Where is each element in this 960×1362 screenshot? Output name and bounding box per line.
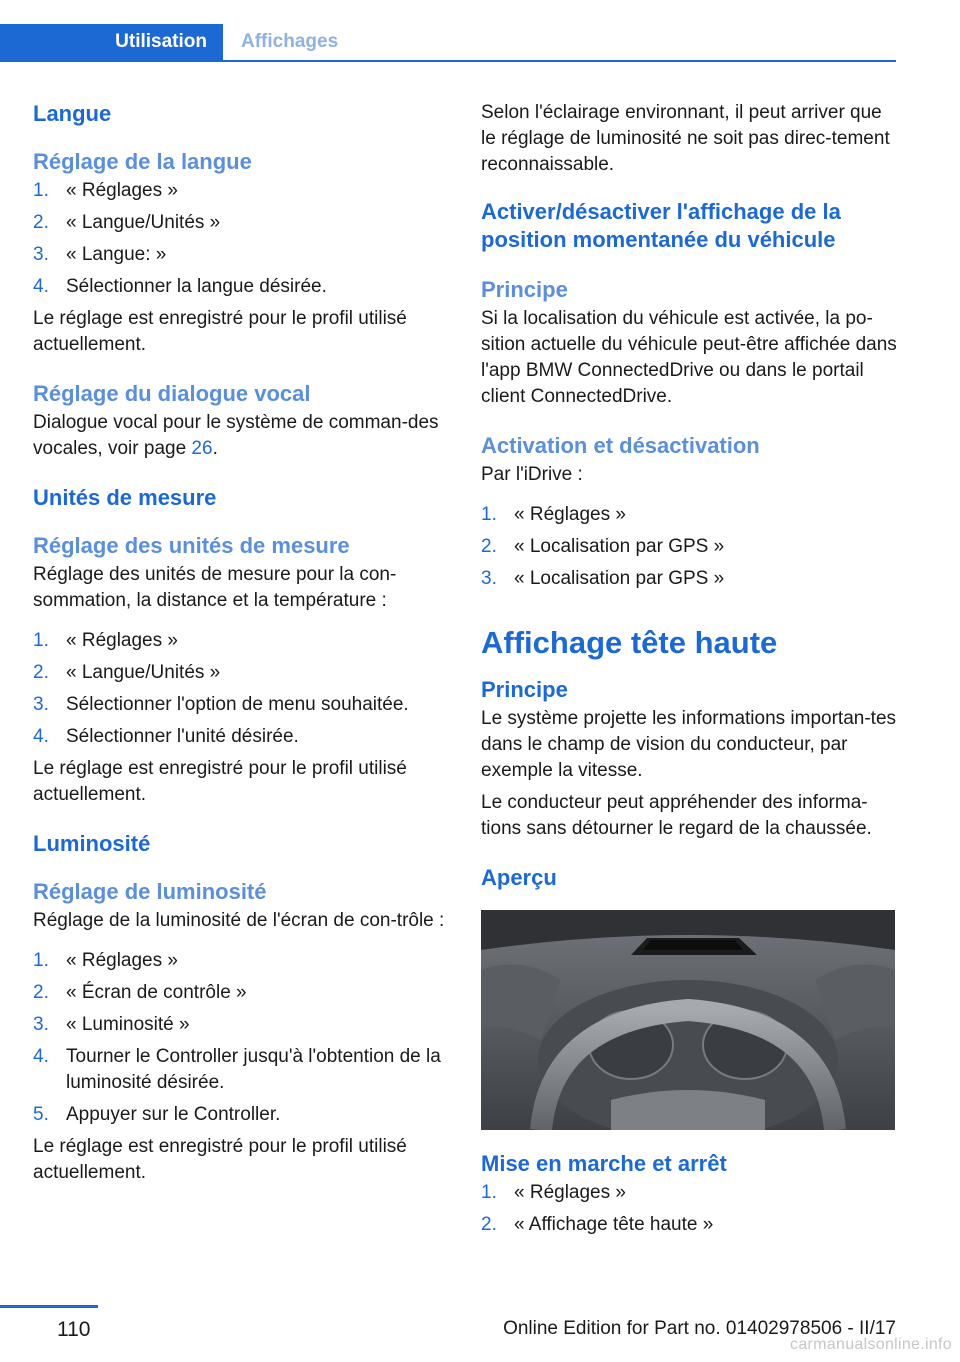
- principe-hud-text1: Le système projette les informations importan-tes dans le champ de vision du conducteur, par exemple la vitesse.: [481, 708, 897, 781]
- list-item: 2. « Écran de contrôle »: [33, 982, 247, 1003]
- steps-unites: [33, 628, 451, 750]
- list-item: 1. « Réglages »: [33, 180, 178, 201]
- activation-intro: Par l'iDrive :: [481, 464, 583, 485]
- list-item: 3. « Luminosité »: [33, 1014, 190, 1035]
- vocal-text: Dialogue vocal pour le système de comman-des vocales, voir page 26.: [33, 412, 439, 459]
- steps-hud: [481, 1180, 899, 1238]
- list-item: 1. « Réglages »: [481, 1182, 626, 1203]
- right-column: [481, 100, 899, 1244]
- list-item: 4. Sélectionner la langue désirée.: [33, 276, 327, 297]
- subtitle-activation: Activation et désactivation: [481, 433, 760, 458]
- subtitle-apercu: Aperçu: [481, 865, 557, 890]
- list-item: 4. Sélectionner l'unité désirée.: [33, 726, 299, 747]
- unites-intro: Réglage des unités de mesure pour la con-sommation, la distance et la température :: [33, 564, 397, 611]
- subtitle-unites: Réglage des unités de mesure: [33, 533, 350, 558]
- list-item: 3. « Localisation par GPS »: [481, 568, 725, 589]
- note-unites: Le réglage est enregistré pour le profil utilisé actuellement.: [33, 758, 407, 805]
- principe-hud-text2: Le conducteur peut appréhender des informa-tions sans détourner le regard de la chaussée.: [481, 792, 872, 839]
- list-item: 5. Appuyer sur le Controller.: [33, 1104, 281, 1125]
- subtitle-principe-position: Principe: [481, 277, 568, 302]
- section-title-luminosite: Luminosité: [33, 831, 151, 856]
- list-item: 2. « Langue/Unités »: [33, 212, 221, 233]
- steps-luminosite: [33, 948, 451, 1128]
- note-langue: Le réglage est enregistré pour le profil utilisé actuellement.: [33, 308, 407, 355]
- luminosite-intro: Réglage de la luminosité de l'écran de con-trôle :: [33, 910, 445, 931]
- list-item: 2. « Langue/Unités »: [33, 662, 221, 683]
- list-item: 1. « Réglages »: [481, 504, 626, 525]
- hud-dashboard-image: [481, 910, 895, 1130]
- principe-position-text: Si la localisation du véhicule est activée, la po-sition actuelle du véhicule peut-être affichée dans l'app BMW ConnectedDrive ou dans le portail client ConnectedDrive.: [481, 308, 897, 407]
- subtitle-marche-arret: Mise en marche et arrêt: [481, 1151, 727, 1176]
- header-rule: [0, 60, 896, 62]
- header-tabbar: [0, 24, 896, 62]
- list-item: 3. Sélectionner l'option de menu souhaitée.: [33, 694, 409, 715]
- note-luminosite: Le réglage est enregistré pour le profil utilisé actuellement.: [33, 1136, 407, 1183]
- list-item: 3. « Langue: »: [33, 244, 167, 265]
- footer-rule: [0, 1305, 98, 1308]
- subtitle-principe-hud: Principe: [481, 677, 568, 702]
- tab-utilisation[interactable]: Utilisation: [0, 24, 223, 60]
- subtitle-dialogue-vocal: Réglage du dialogue vocal: [33, 381, 311, 406]
- tab-affichages[interactable]: Affichages: [241, 31, 339, 52]
- section-title-langue: Langue: [33, 101, 112, 126]
- list-item: 1. « Réglages »: [33, 630, 178, 651]
- list-item: 2. « Localisation par GPS »: [481, 536, 725, 557]
- page-number: 110: [57, 1318, 91, 1341]
- list-item: 1. « Réglages »: [33, 950, 178, 971]
- subtitle-luminosite: Réglage de luminosité: [33, 879, 267, 904]
- section-title-position: Activer/désactiver l'affichage de la position momentanée du véhicule: [481, 199, 841, 252]
- list-item: 2. « Affichage tête haute »: [481, 1214, 714, 1235]
- watermark: carmanualsonline.info: [790, 1336, 952, 1353]
- page-link[interactable]: 26: [191, 438, 213, 459]
- luminosite-continued: Selon l'éclairage environnant, il peut arriver que le réglage de luminosité ne soit pas direc-tement reconnaissable.: [481, 102, 890, 175]
- edition-text: Online Edition for Part no. 01402978506 - II/17: [503, 1318, 896, 1339]
- subtitle-reglage-langue: Réglage de la langue: [33, 149, 252, 174]
- chapter-title-hud: Affichage tête haute: [481, 625, 778, 660]
- left-column: [33, 100, 451, 1192]
- list-item: 4. Tourner le Controller jusqu'à l'obtention de la luminosité désirée.: [33, 1046, 441, 1093]
- steps-localisation: [481, 502, 899, 592]
- section-title-unites: Unités de mesure: [33, 485, 217, 510]
- steps-langue: [33, 178, 451, 300]
